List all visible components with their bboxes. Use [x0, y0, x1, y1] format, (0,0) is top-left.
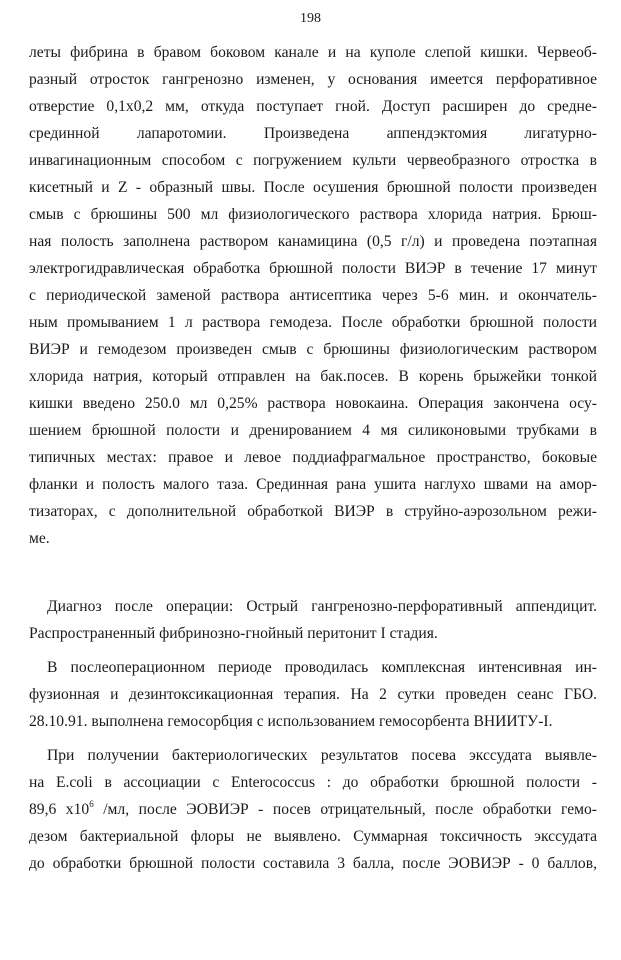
text-line: В послеоперационном периоде проводилась комплексная интенсивная ин- [47, 659, 597, 676]
text-line: 28.10.91. выполнена гемосорбция с использованием гемосорбента ВНИИТУ-I. [29, 713, 553, 730]
text-line: хлорида натрия, который отправлен на бак.посев. В корень брыжейки тонкой [29, 368, 597, 385]
paragraph-diagnosis [29, 593, 597, 647]
text-line: типичных местах: правое и левое поддиафрагмальное пространство, боковые [29, 449, 597, 466]
text-line: ным промыванием 1 л раствора гемодеза. После обработки брюшной полости [29, 314, 597, 331]
text-line: леты фибрина в бравом боковом канале и на куполе слепой кишки. Червеоб- [29, 44, 597, 61]
text-line: Распространенный фибринозно-гнойный перитонит I стадия. [29, 625, 438, 642]
text-line: ная полость заполнена раствором канамицина (0,5 г/л) и проведена поэтапная [29, 233, 597, 250]
superscript-exponent: 6 [89, 799, 94, 809]
text-line: фланки и полость малого таза. Срединная рана ушита наглухо швами на амор- [29, 476, 597, 493]
text-line: инвагинационным способом с погружением культи червеобразного отростка в [29, 152, 597, 169]
text-fragment: /мл, после ЭОВИЭР - посев отрицательный, после обработки гемо- [93, 801, 598, 818]
text-line-with-superscript [29, 796, 597, 823]
text-line: ВИЭР и гемодезом произведен смыв с брюшины физиологическим раствором [29, 341, 597, 358]
text-line: кисетный и Z - образный швы. После осушения брюшной полости произведен [29, 179, 597, 196]
text-line: При получении бактериологических результатов посева экссудата выявле- [47, 747, 597, 764]
paragraph-operation-description [29, 39, 597, 552]
text-line: срединной лапаротомии. Произведена аппендэктомия лигатурно- [29, 125, 597, 142]
text-line: отверстие 0,1х0,2 мм, откуда поступает гной. Доступ расширен до средне- [29, 98, 597, 115]
text-line: Диагноз после операции: Острый гангренозно-перфоративный аппендицит. [47, 598, 597, 615]
text-line: тизаторах, с дополнительной обработкой ВИЭР в струйно-аэрозольном режи- [29, 503, 597, 520]
text-line: дезом бактериальной флоры не выявлено. Суммарная токсичность экссудата [29, 828, 597, 845]
page-number: 198 [300, 11, 321, 26]
text-fragment: 89,6 х10 [29, 801, 90, 818]
text-line: смыв с брюшины 500 мл физиологического раствора хлорида натрия. Брюш- [29, 206, 597, 223]
paragraph-bacteriology [29, 742, 597, 877]
paragraph-postoperative-period [29, 654, 597, 735]
text-line: до обработки брюшной полости составила 3 балла, после ЭОВИЭР - 0 баллов, [29, 855, 597, 872]
text-line: фузионная и дезинтоксикационная терапия. На 2 сутки проведен сеанс ГБО. [29, 686, 597, 703]
text-line: на E.coli в ассоциации с Enterococcus : до обработки брюшной полости - [29, 774, 597, 791]
text-line: шением брюшной полости и дренированием 4 мя силиконовыми трубками в [29, 422, 597, 439]
text-line: кишки введено 250.0 мл 0,25% раствора новокаина. Операция закончена осу- [29, 395, 597, 412]
text-line: разный отросток гангренозно изменен, у основания имеется перфоративное [29, 71, 597, 88]
text-line: с периодической заменой раствора антисептика через 5-6 мин. и окончатель- [29, 287, 597, 304]
text-line: ме. [29, 530, 50, 547]
text-line: электрогидравлическая обработка брюшной полости ВИЭР в течение 17 минут [29, 260, 597, 277]
